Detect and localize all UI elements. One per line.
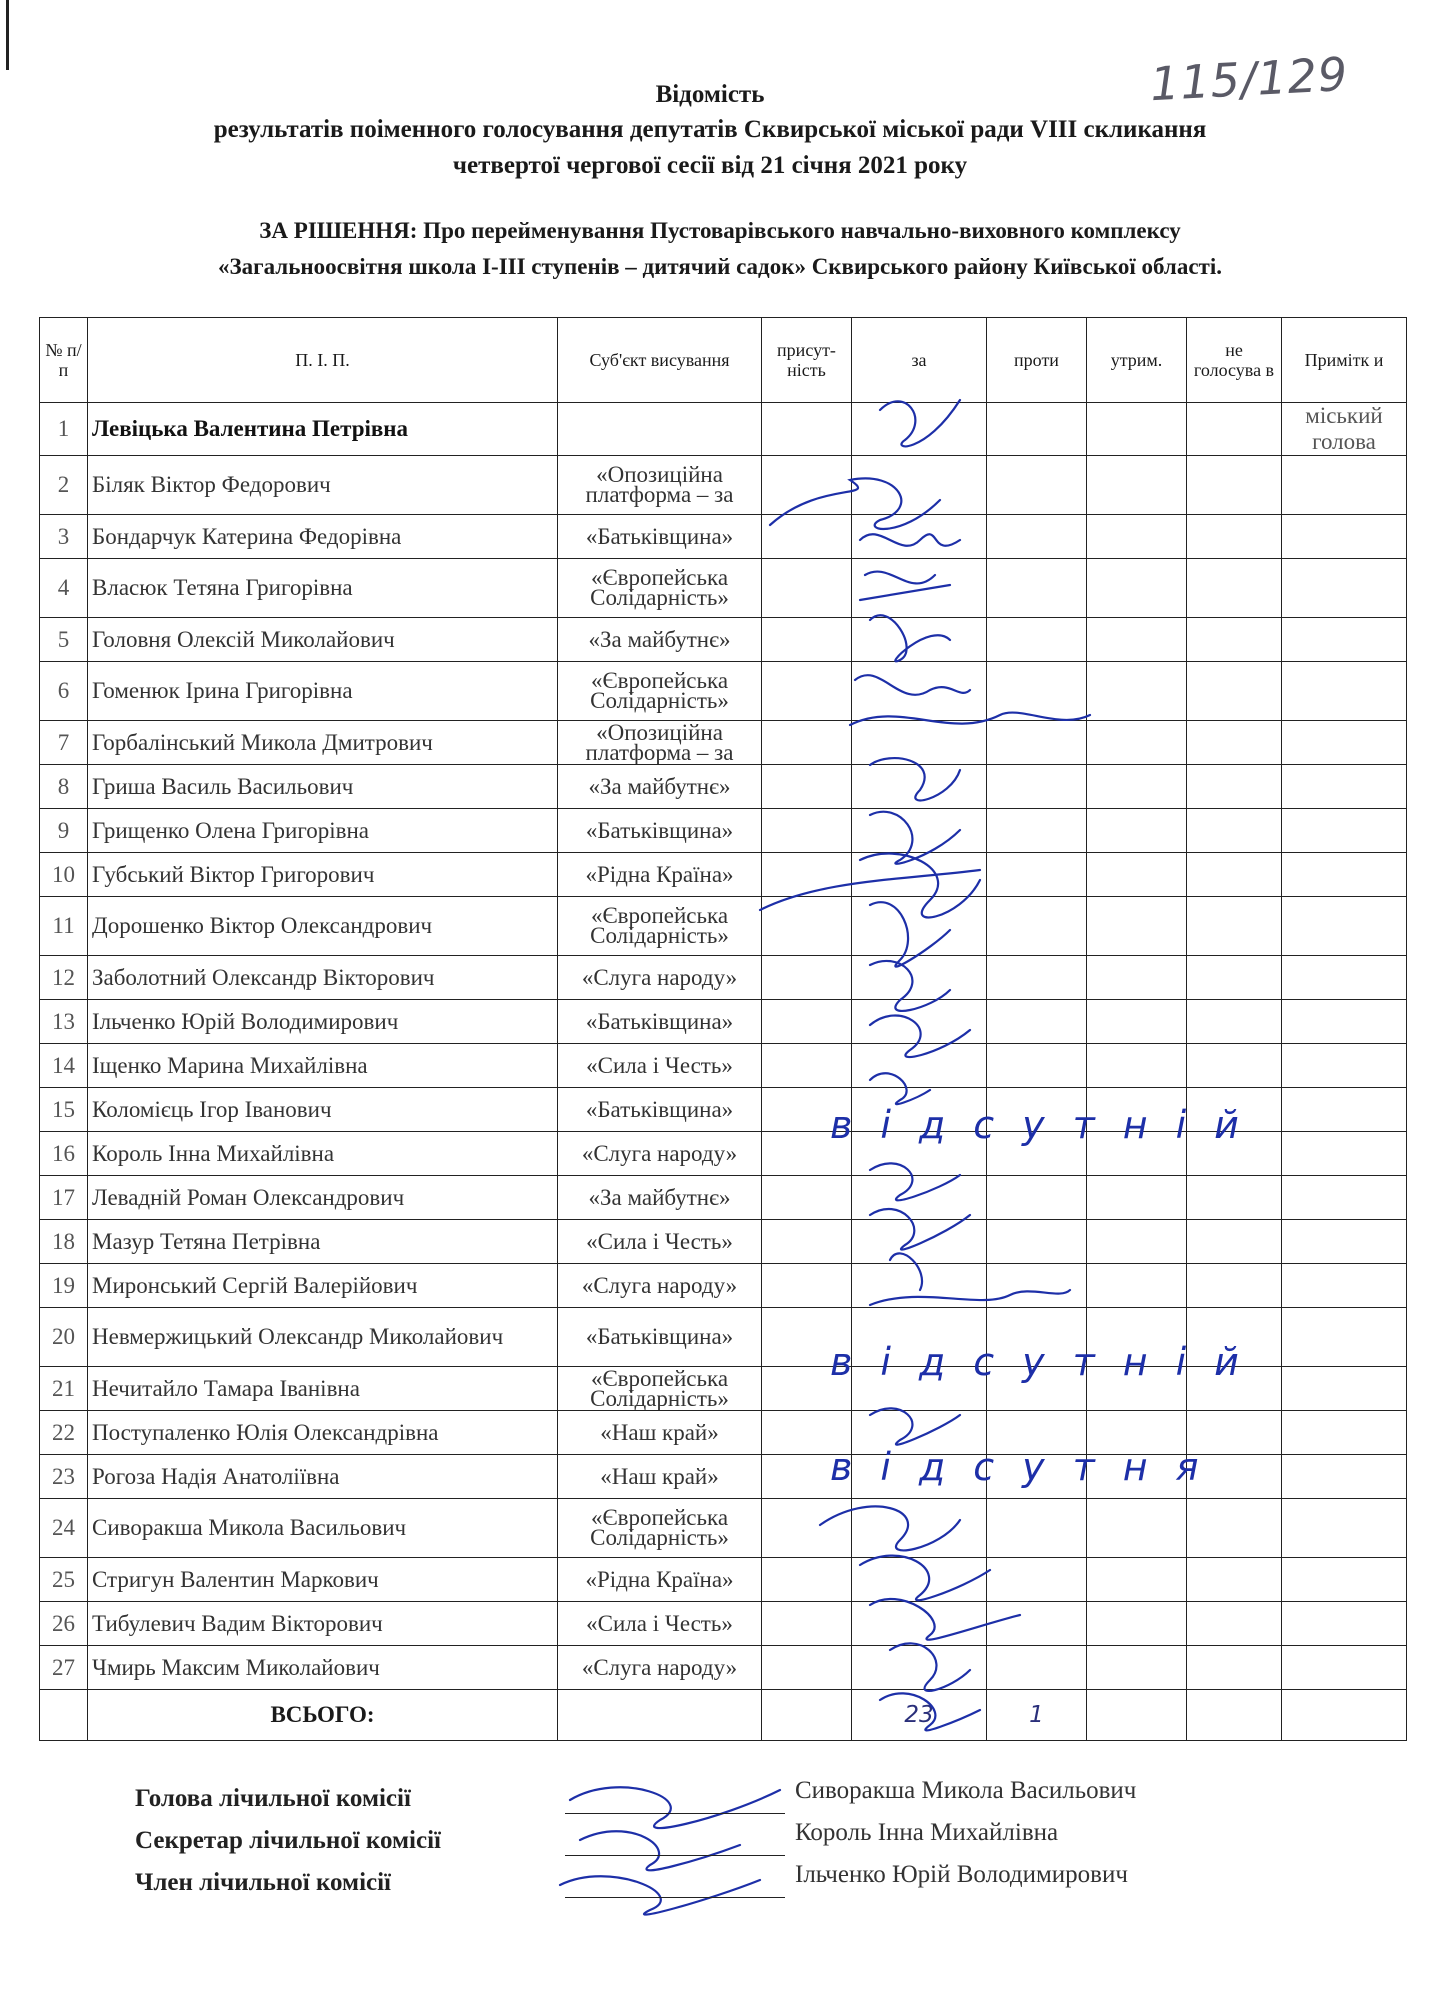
table-row: [40, 403, 1407, 456]
for-cell: [852, 456, 987, 515]
header-name: П. І. П.: [88, 318, 558, 403]
for-cell: [852, 1558, 987, 1602]
table-row: [40, 1176, 1407, 1220]
header-subject: Суб'єкт висування: [558, 318, 762, 403]
present-cell: [762, 956, 852, 1000]
deputy-name: Левіцька Валентина Петрівна: [88, 403, 558, 456]
nominating-party: «Батьківщина»: [558, 1000, 762, 1044]
abstain-cell: [1087, 618, 1187, 662]
deputy-name: Король Інна Михайлівна: [88, 1132, 558, 1176]
table-row: [40, 721, 1407, 765]
row-number: 12: [40, 956, 88, 1000]
row-number: 7: [40, 721, 88, 765]
note-cell: [1282, 1220, 1407, 1264]
note-cell: [1282, 1176, 1407, 1220]
deputy-name: Нечитайло Тамара Іванівна: [88, 1367, 558, 1411]
for-cell: [852, 1000, 987, 1044]
note-cell: [1282, 618, 1407, 662]
row-number: 27: [40, 1646, 88, 1690]
against-cell: [987, 1602, 1087, 1646]
nominating-party: «Сила і Честь»: [558, 1602, 762, 1646]
nominating-party: «Батьківщина»: [558, 1088, 762, 1132]
not-voted-cell: [1187, 956, 1282, 1000]
total-label: ВСЬОГО:: [88, 1690, 558, 1741]
not-voted-cell: [1187, 853, 1282, 897]
not-voted-cell: [1187, 1646, 1282, 1690]
deputy-name: Заболотний Олександр Вікторович: [88, 956, 558, 1000]
nominating-party: [558, 403, 762, 456]
note-cell: [1282, 956, 1407, 1000]
deputy-name: Губський Віктор Григорович: [88, 853, 558, 897]
note-cell: [1282, 1558, 1407, 1602]
row-number: 10: [40, 853, 88, 897]
note-cell: [1282, 853, 1407, 897]
for-cell: [852, 515, 987, 559]
row-number: 25: [40, 1558, 88, 1602]
abstain-cell: [1087, 1176, 1187, 1220]
header-against: проти: [987, 318, 1087, 403]
deputy-name: Головня Олексій Миколайович: [88, 618, 558, 662]
for-cell: [852, 809, 987, 853]
note-cell: [1282, 1411, 1407, 1455]
row-number: 6: [40, 662, 88, 721]
present-cell: [762, 897, 852, 956]
deputy-name: Тибулевич Вадим Вікторович: [88, 1602, 558, 1646]
present-cell: [762, 809, 852, 853]
nominating-party: «Рідна Країна»: [558, 1558, 762, 1602]
note-cell: [1282, 765, 1407, 809]
nominating-party: «Батьківщина»: [558, 515, 762, 559]
document-header: [40, 78, 1380, 184]
for-cell: [852, 1176, 987, 1220]
nominating-party: «За майбутнє»: [558, 618, 762, 662]
for-cell: [852, 1044, 987, 1088]
header-abstain: утрим.: [1087, 318, 1187, 403]
row-number: 24: [40, 1499, 88, 1558]
row-number: 2: [40, 456, 88, 515]
row-number: 16: [40, 1132, 88, 1176]
note-cell: [1282, 1499, 1407, 1558]
table-row: [40, 1000, 1407, 1044]
abstain-cell: [1087, 1558, 1187, 1602]
commission-row: [135, 1861, 1335, 1911]
abstain-cell: [1087, 1264, 1187, 1308]
deputy-name: Миронський Сергій Валерійович: [88, 1264, 558, 1308]
for-cell: [852, 403, 987, 456]
for-cell: [852, 721, 987, 765]
for-cell: [852, 662, 987, 721]
table-row: [40, 897, 1407, 956]
document-number: 115/129: [1148, 46, 1350, 112]
against-cell: [987, 1000, 1087, 1044]
row-number: 11: [40, 897, 88, 956]
row-number: 3: [40, 515, 88, 559]
nominating-party: «Наш край»: [558, 1455, 762, 1499]
row-number: 19: [40, 1264, 88, 1308]
not-voted-cell: [1187, 1602, 1282, 1646]
table-row: [40, 1044, 1407, 1088]
absent-note-row20: відсутній: [830, 1340, 1267, 1384]
not-voted-cell: [1187, 515, 1282, 559]
abstain-cell: [1087, 1000, 1187, 1044]
note-cell: [1282, 1455, 1407, 1499]
against-cell: [987, 559, 1087, 618]
for-cell: [852, 956, 987, 1000]
nominating-party: «За майбутнє»: [558, 1176, 762, 1220]
nominating-party: «Наш край»: [558, 1411, 762, 1455]
deputy-name: Біляк Віктор Федорович: [88, 456, 558, 515]
table-row: [40, 515, 1407, 559]
against-cell: [987, 897, 1087, 956]
not-voted-cell: [1187, 765, 1282, 809]
row-number: 1: [40, 403, 88, 456]
abstain-cell: [1087, 765, 1187, 809]
note-cell: [1282, 1000, 1407, 1044]
note-cell: [1282, 456, 1407, 515]
abstain-cell: [1087, 809, 1187, 853]
row-number: 23: [40, 1455, 88, 1499]
nominating-party: «Слуга народу»: [558, 1264, 762, 1308]
header-present: присут-ність: [762, 318, 852, 403]
against-cell: [987, 956, 1087, 1000]
against-cell: [987, 721, 1087, 765]
against-cell: [987, 809, 1087, 853]
header-num: № п/п: [40, 318, 88, 403]
nominating-party: «Сила і Честь»: [558, 1220, 762, 1264]
table-row: [40, 1558, 1407, 1602]
total-for: 23: [852, 1690, 987, 1741]
row-number: 13: [40, 1000, 88, 1044]
nominating-party: «Європейська Солідарність»: [558, 1499, 762, 1558]
commission-member-name: Король Інна Михайлівна: [795, 1819, 1059, 1846]
table-row: [40, 1646, 1407, 1690]
against-cell: [987, 1176, 1087, 1220]
for-cell: [852, 1646, 987, 1690]
present-cell: [762, 1558, 852, 1602]
for-cell: [852, 897, 987, 956]
row-number: 8: [40, 765, 88, 809]
nominating-party: «Європейська Солідарність»: [558, 897, 762, 956]
present-cell: [762, 721, 852, 765]
abstain-cell: [1087, 853, 1187, 897]
not-voted-cell: [1187, 809, 1282, 853]
deputy-name: Сиворакша Микола Васильович: [88, 1499, 558, 1558]
absent-note-row15: відсутній: [830, 1103, 1267, 1147]
commission-row: [135, 1777, 1335, 1827]
present-cell: [762, 1499, 852, 1558]
note-cell: міський голова: [1282, 403, 1407, 456]
deputy-name: Рогоза Надія Анатоліївна: [88, 1455, 558, 1499]
for-cell: [852, 618, 987, 662]
table-row: [40, 559, 1407, 618]
header-for: за: [852, 318, 987, 403]
table-row: [40, 1499, 1407, 1558]
not-voted-cell: [1187, 1176, 1282, 1220]
for-cell: [852, 1602, 987, 1646]
signature-line: [565, 1813, 785, 1814]
against-cell: [987, 403, 1087, 456]
note-cell: [1282, 1264, 1407, 1308]
nominating-party: «Європейська Солідарність»: [558, 559, 762, 618]
not-voted-cell: [1187, 456, 1282, 515]
header-notes: Примітк и: [1282, 318, 1407, 403]
deputy-name: Левадній Роман Олександрович: [88, 1176, 558, 1220]
not-voted-cell: [1187, 618, 1282, 662]
deputy-name: Іщенко Марина Михайлівна: [88, 1044, 558, 1088]
table-row: [40, 765, 1407, 809]
deputy-name: Гоменюк Ірина Григорівна: [88, 662, 558, 721]
table-row: [40, 1264, 1407, 1308]
for-cell: [852, 1499, 987, 1558]
deputy-name: Стригун Валентин Маркович: [88, 1558, 558, 1602]
table-row: [40, 662, 1407, 721]
not-voted-cell: [1187, 1044, 1282, 1088]
present-cell: [762, 559, 852, 618]
absent-note-row22: відсутня: [830, 1445, 1227, 1489]
deputy-name: Дорошенко Віктор Олександрович: [88, 897, 558, 956]
abstain-cell: [1087, 456, 1187, 515]
deputy-name: Коломієць Ігор Іванович: [88, 1088, 558, 1132]
not-voted-cell: [1187, 1499, 1282, 1558]
abstain-cell: [1087, 662, 1187, 721]
not-voted-cell: [1187, 1000, 1282, 1044]
table-row: [40, 956, 1407, 1000]
abstain-cell: [1087, 897, 1187, 956]
abstain-cell: [1087, 1044, 1187, 1088]
deputy-name: Гриша Василь Васильович: [88, 765, 558, 809]
abstain-cell: [1087, 559, 1187, 618]
note-cell: [1282, 809, 1407, 853]
voting-table: [39, 317, 1407, 1741]
against-cell: [987, 662, 1087, 721]
against-cell: [987, 515, 1087, 559]
total-against: 1: [987, 1690, 1087, 1741]
against-cell: [987, 1646, 1087, 1690]
for-cell: [852, 853, 987, 897]
deputy-name: Грищенко Олена Григорівна: [88, 809, 558, 853]
row-number: 14: [40, 1044, 88, 1088]
for-cell: [852, 559, 987, 618]
row-number: 5: [40, 618, 88, 662]
note-cell: [1282, 1132, 1407, 1176]
against-cell: [987, 618, 1087, 662]
note-cell: [1282, 721, 1407, 765]
against-cell: [987, 1044, 1087, 1088]
not-voted-cell: [1187, 662, 1282, 721]
document-subtitle-1: результатів поіменного голосування депутатів Сквирської міської ради VIII скликання: [213, 116, 1207, 143]
note-cell: [1282, 1602, 1407, 1646]
table-body: [40, 403, 1407, 1690]
table-header-row: [40, 318, 1407, 403]
table-row: [40, 456, 1407, 515]
table-row: [40, 618, 1407, 662]
present-cell: [762, 1646, 852, 1690]
decision-heading: [60, 213, 1380, 285]
not-voted-cell: [1187, 403, 1282, 456]
nominating-party: «Батьківщина»: [558, 809, 762, 853]
nominating-party: «За майбутнє»: [558, 765, 762, 809]
for-cell: [852, 765, 987, 809]
table-row: [40, 1220, 1407, 1264]
note-cell: [1282, 897, 1407, 956]
commission-role: Голова лічильної комісії: [135, 1785, 411, 1812]
present-cell: [762, 515, 852, 559]
deputy-name: Невмержицький Олександр Миколайович: [88, 1308, 558, 1367]
not-voted-cell: [1187, 897, 1282, 956]
present-cell: [762, 1264, 852, 1308]
signature-line: [565, 1897, 785, 1898]
signature-line: [565, 1855, 785, 1856]
document-subtitle-2: четвертої чергової сесії від 21 січня 2021 року: [452, 152, 968, 179]
row-number: 15: [40, 1088, 88, 1132]
present-cell: [762, 662, 852, 721]
nominating-party: «Опозиційна платформа – за: [558, 456, 762, 515]
scan-edge: [6, 0, 9, 70]
commission-member-name: Ільченко Юрій Володимирович: [795, 1861, 1128, 1888]
nominating-party: «Рідна Країна»: [558, 853, 762, 897]
commission-role: Член лічильної комісії: [135, 1869, 392, 1896]
present-cell: [762, 765, 852, 809]
abstain-cell: [1087, 1602, 1187, 1646]
deputy-name: Бондарчук Катерина Федорівна: [88, 515, 558, 559]
against-cell: [987, 1499, 1087, 1558]
present-cell: [762, 1220, 852, 1264]
row-number: 26: [40, 1602, 88, 1646]
note-cell: [1282, 559, 1407, 618]
deputy-name: Горбалінський Микола Дмитрович: [88, 721, 558, 765]
table-row: [40, 1602, 1407, 1646]
header-not-voted: не голосува в: [1187, 318, 1282, 403]
row-number: 18: [40, 1220, 88, 1264]
present-cell: [762, 1176, 852, 1220]
present-cell: [762, 853, 852, 897]
present-cell: [762, 1602, 852, 1646]
nominating-party: «Європейська Солідарність»: [558, 662, 762, 721]
abstain-cell: [1087, 515, 1187, 559]
decision-line-1: ЗА РІШЕННЯ: Про перейменування Пустоварівського навчально-виховного комплексу: [259, 218, 1181, 243]
row-number: 21: [40, 1367, 88, 1411]
nominating-party: «Слуга народу»: [558, 1132, 762, 1176]
deputy-name: Чмирь Максим Миколайович: [88, 1646, 558, 1690]
for-cell: [852, 1220, 987, 1264]
abstain-cell: [1087, 1646, 1187, 1690]
abstain-cell: [1087, 1499, 1187, 1558]
against-cell: [987, 1220, 1087, 1264]
abstain-cell: [1087, 403, 1187, 456]
deputy-name: Мазур Тетяна Петрівна: [88, 1220, 558, 1264]
commission-role: Секретар лічильної комісії: [135, 1827, 441, 1854]
commission-signatures: [135, 1777, 1335, 1911]
against-cell: [987, 853, 1087, 897]
not-voted-cell: [1187, 721, 1282, 765]
present-cell: [762, 1000, 852, 1044]
for-cell: [852, 1264, 987, 1308]
note-cell: [1282, 1367, 1407, 1411]
commission-member-name: Сиворакша Микола Васильович: [795, 1777, 1137, 1804]
nominating-party: «Опозиційна платформа – за: [558, 721, 762, 765]
table-row: [40, 809, 1407, 853]
against-cell: [987, 765, 1087, 809]
nominating-party: «Європейська Солідарність»: [558, 1367, 762, 1411]
row-number: 22: [40, 1411, 88, 1455]
total-row: [40, 1690, 1407, 1741]
abstain-cell: [1087, 721, 1187, 765]
commission-row: [135, 1819, 1335, 1869]
row-number: 9: [40, 809, 88, 853]
deputy-name: Ільченко Юрій Володимирович: [88, 1000, 558, 1044]
note-cell: [1282, 1308, 1407, 1367]
row-number: 4: [40, 559, 88, 618]
present-cell: [762, 1044, 852, 1088]
note-cell: [1282, 1646, 1407, 1690]
against-cell: [987, 1264, 1087, 1308]
abstain-cell: [1087, 956, 1187, 1000]
note-cell: [1282, 1044, 1407, 1088]
nominating-party: «Слуга народу»: [558, 956, 762, 1000]
nominating-party: «Слуга народу»: [558, 1646, 762, 1690]
deputy-name: Поступаленко Юлія Олександрівна: [88, 1411, 558, 1455]
present-cell: [762, 403, 852, 456]
present-cell: [762, 456, 852, 515]
row-number: 17: [40, 1176, 88, 1220]
row-number: 20: [40, 1308, 88, 1367]
note-cell: [1282, 515, 1407, 559]
nominating-party: «Батьківщина»: [558, 1308, 762, 1367]
not-voted-cell: [1187, 1558, 1282, 1602]
note-cell: [1282, 662, 1407, 721]
against-cell: [987, 1558, 1087, 1602]
decision-line-2: «Загальноосвітня школа І-ІІІ ступенів – дитячий садок» Сквирського району Київської області.: [218, 254, 1222, 279]
present-cell: [762, 618, 852, 662]
nominating-party: «Сила і Честь»: [558, 1044, 762, 1088]
deputy-name: Власюк Тетяна Григорівна: [88, 559, 558, 618]
against-cell: [987, 456, 1087, 515]
not-voted-cell: [1187, 1264, 1282, 1308]
abstain-cell: [1087, 1220, 1187, 1264]
not-voted-cell: [1187, 1220, 1282, 1264]
not-voted-cell: [1187, 559, 1282, 618]
table-row: [40, 853, 1407, 897]
note-cell: [1282, 1088, 1407, 1132]
document-title: Відомість: [655, 81, 765, 108]
